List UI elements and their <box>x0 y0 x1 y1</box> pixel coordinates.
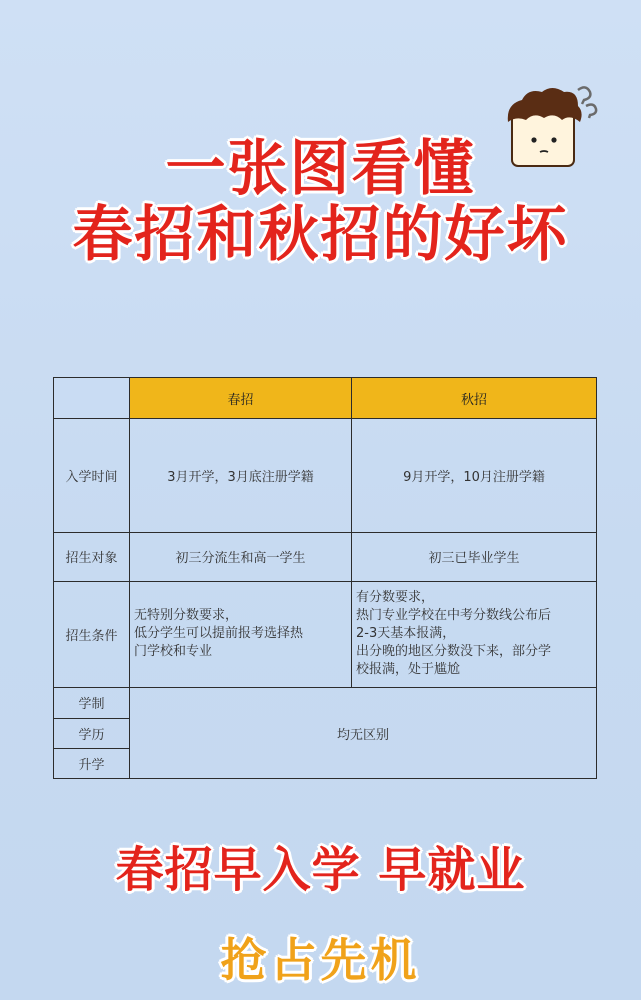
autumn-condition-cell <box>352 581 597 688</box>
spring-condition-cell <box>130 581 352 688</box>
row-label-target: 招生对象 <box>54 533 130 581</box>
header-spring: 春招 <box>130 378 352 419</box>
row-label-further-study: 升学 <box>54 748 130 778</box>
cartoon-face-confused-icon <box>500 80 600 180</box>
slogan-main: 春招早入学 早就业 <box>115 842 526 898</box>
spring-condition-line: 门学校和专业 <box>134 644 213 660</box>
autumn-condition-line: 校报满，处于尴尬 <box>356 662 461 678</box>
page-title-line-1: 一张图看懂 <box>165 134 476 204</box>
autumn-target-cell: 初三已毕业学生 <box>352 533 597 581</box>
autumn-condition-line: 热门专业学校在中考分数线公布后 <box>356 608 552 624</box>
row-label-degree: 学历 <box>54 718 130 748</box>
slogan-secondary: 抢占先机 <box>220 933 421 987</box>
no-difference-cell: 均无区别 <box>130 688 597 779</box>
header-autumn: 秋招 <box>352 378 597 419</box>
row-label-schooling: 学制 <box>54 688 130 718</box>
spring-condition-line: 无特别分数要求， <box>134 608 239 624</box>
page-title-line-2: 春招和秋招的好坏 <box>72 200 569 270</box>
autumn-condition-line: 2-3天基本报满， <box>356 626 456 642</box>
autumn-condition-line: 出分晚的地区分数没下来，部分学 <box>356 644 552 660</box>
autumn-condition-line: 有分数要求， <box>356 590 435 606</box>
row-label-condition: 招生条件 <box>54 581 130 688</box>
comparison-table <box>53 377 596 779</box>
autumn-time-cell: 9月开学，10月注册学籍 <box>352 419 597 533</box>
table-corner-cell <box>54 378 130 419</box>
spring-time-cell: 3月开学，3月底注册学籍 <box>130 419 352 533</box>
spring-condition-line: 低分学生可以提前报考选择热 <box>134 626 304 642</box>
row-label-time: 入学时间 <box>54 419 130 533</box>
spring-target-cell: 初三分流生和高一学生 <box>130 533 352 581</box>
